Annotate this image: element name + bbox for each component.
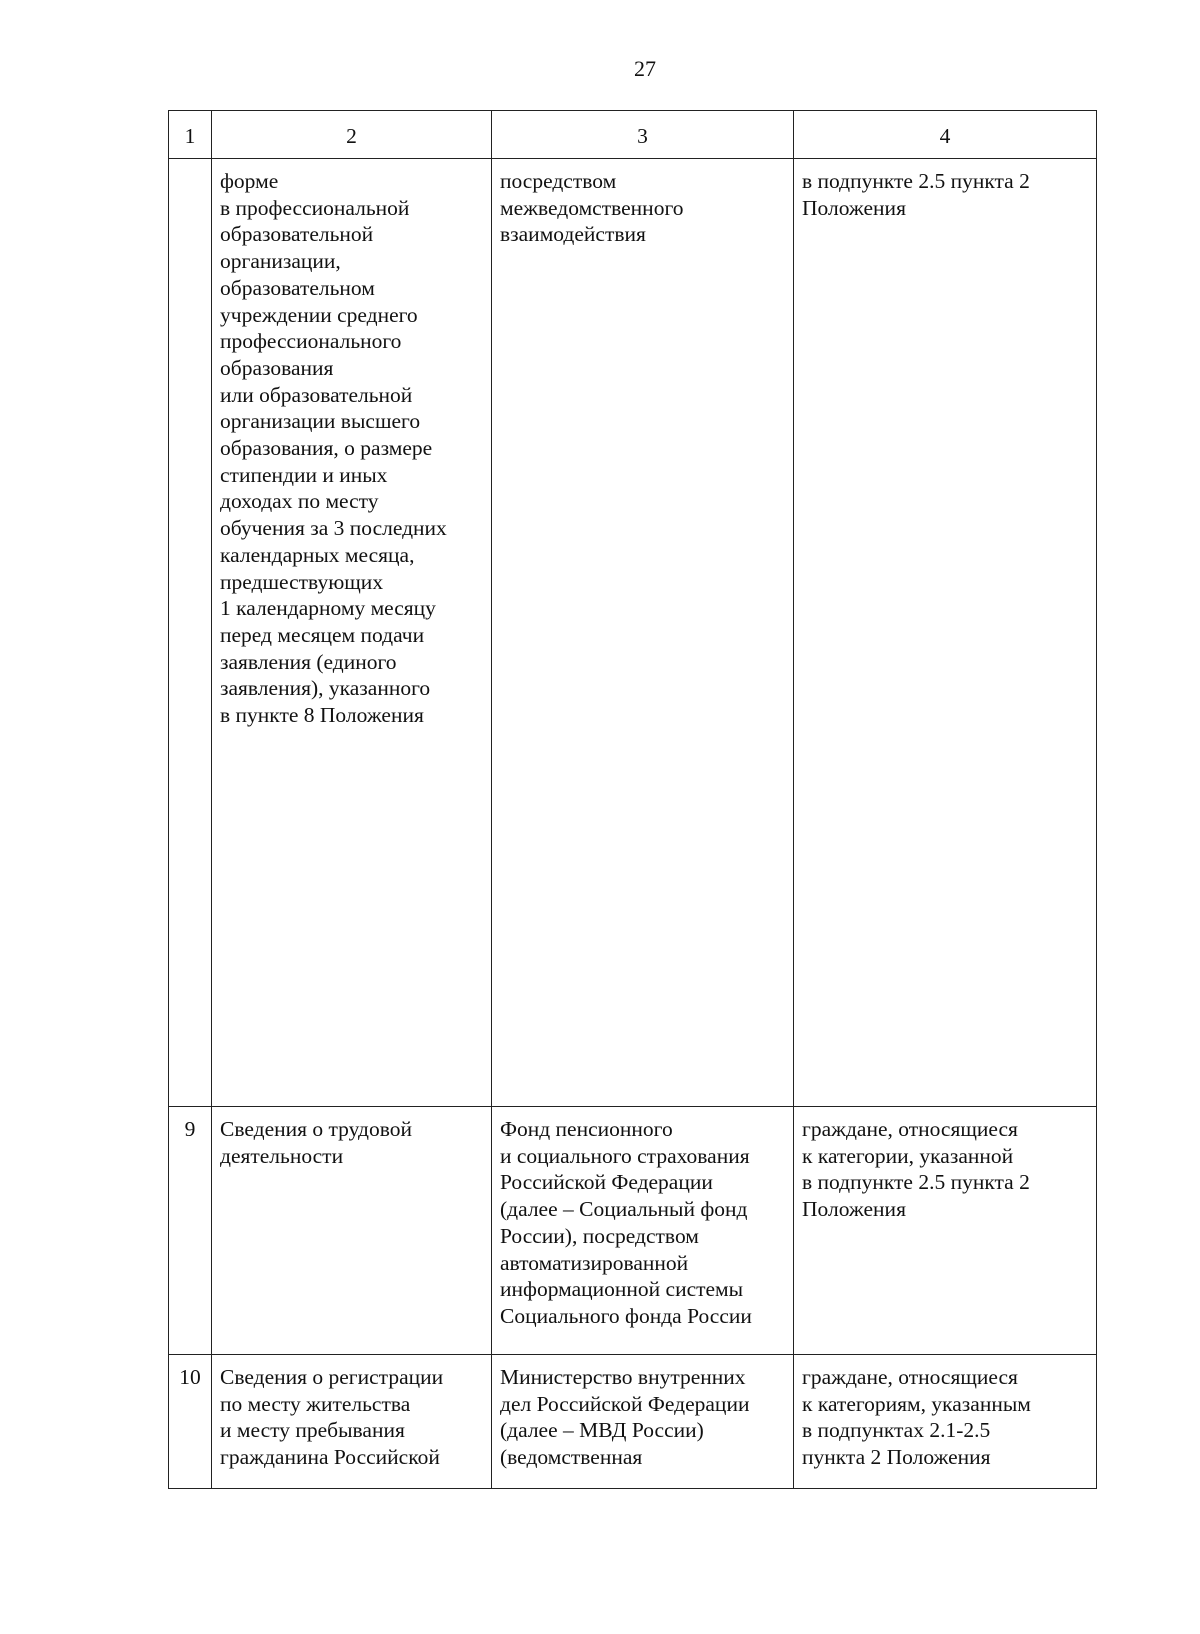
table-row: [169, 159, 1097, 1107]
cell-text: посредством межведомственного взаимодействия: [500, 169, 684, 247]
table-cell: [794, 159, 1097, 1107]
cell-text: Фонд пенсионного и социального страхования Российской Федерации (далее – Социальный фонд России), посредством автоматизированной информационной системы Социального фонда России: [500, 1117, 752, 1328]
table-header-row: [169, 111, 1097, 159]
table-cell: [492, 1107, 794, 1355]
cell-text: Министерство внутренних дел Российской Федерации (далее – МВД России) (ведомственная: [500, 1365, 750, 1470]
row-number: 9: [169, 1107, 212, 1355]
document-table: [168, 110, 1097, 1489]
table-row: [169, 1107, 1097, 1355]
table-row: [169, 1355, 1097, 1489]
cell-text: граждане, относящиеся к категориям, указанным в подпунктах 2.1-2.5 пункта 2 Положения: [802, 1365, 1031, 1470]
cell-text: Сведения о регистрации по месту жительства и месту пребывания гражданина Российской: [220, 1365, 444, 1470]
column-header: 2: [212, 111, 492, 159]
column-header: 4: [794, 111, 1097, 159]
table-cell: [794, 1107, 1097, 1355]
table-cell: [794, 1355, 1097, 1489]
column-header: 3: [492, 111, 794, 159]
table-cell: [492, 159, 794, 1107]
table-cell: [492, 1355, 794, 1489]
row-number: [169, 159, 212, 1107]
table-cell: [212, 1355, 492, 1489]
cell-text: граждане, относящиеся к категории, указанной в подпункте 2.5 пункта 2 Положения: [802, 1117, 1030, 1222]
page-number: 27: [634, 56, 656, 81]
row-number: 10: [169, 1355, 212, 1489]
table-cell: [212, 159, 492, 1107]
cell-text: Сведения о трудовой деятельности: [220, 1117, 412, 1168]
cell-text: в подпункте 2.5 пункта 2 Положения: [802, 169, 1030, 220]
cell-text: форме в профессиональной образовательной организации, образовательном учреждении среднего профессионального образования или образовательной организации высшего образования, о размере стипендии и иных доходах по месту обучения за 3 последних календарных месяца, предшествующих 1 календарному месяцу перед месяцем подачи заявления (единого заявления), указанного в пункте 8 Положения: [220, 169, 447, 728]
column-header: 1: [169, 111, 212, 159]
table-cell: [212, 1107, 492, 1355]
